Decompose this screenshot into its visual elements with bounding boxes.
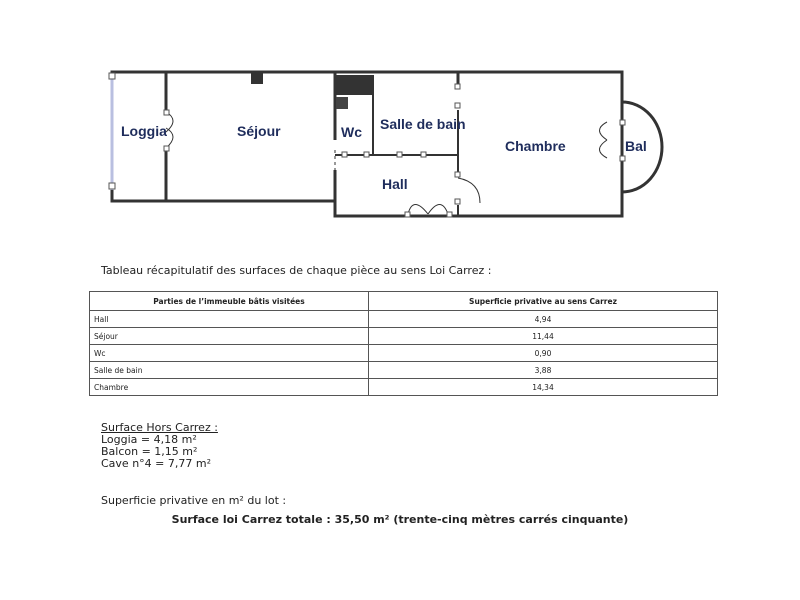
hors-carrez-line: Balcon = 1,15 m² <box>101 445 198 458</box>
hors-carrez-title: Surface Hors Carrez : <box>101 421 218 434</box>
table-row <box>90 345 718 362</box>
chimney-block <box>251 72 263 84</box>
room-label-balcon: Bal <box>625 138 647 154</box>
table-row <box>90 328 718 345</box>
room-label-wc: Wc <box>341 124 362 140</box>
area-cell: 3,88 <box>369 362 718 379</box>
column-header-area: Superficie privative au sens Carrez <box>369 292 718 311</box>
door-balcony <box>600 140 608 158</box>
room-cell: Séjour <box>90 328 369 345</box>
room-label-hall: Hall <box>382 176 408 192</box>
area-cell: 11,44 <box>369 328 718 345</box>
table-header-row <box>90 292 718 311</box>
room-cell: Hall <box>90 311 369 328</box>
superficie-label: Superficie privative en m² du lot : <box>101 494 287 507</box>
door-entry <box>428 205 448 215</box>
room-cell: Chambre <box>90 379 369 396</box>
room-label-salle-de-bain: Salle de bain <box>380 116 466 132</box>
door-entry <box>408 205 428 215</box>
wc-fixture <box>336 75 374 95</box>
duct-block <box>336 97 348 109</box>
total-surface: Surface loi Carrez totale : 35,50 m² (trente-cinq mètres carrés cinquante) <box>171 513 629 526</box>
room-cell: Salle de bain <box>90 362 369 379</box>
door-balcony <box>600 122 608 140</box>
room-label-chambre: Chambre <box>505 138 566 154</box>
hors-carrez-line: Loggia = 4,18 m² <box>101 433 197 446</box>
area-cell: 0,90 <box>369 345 718 362</box>
floor-plan <box>0 0 800 260</box>
hors-carrez-line: Cave n°4 = 7,77 m² <box>101 457 211 470</box>
door-chambre <box>458 178 480 203</box>
table-caption: Tableau récapitulatif des surfaces de chaque pièce au sens Loi Carrez : <box>101 264 492 277</box>
column-header-room: Parties de l’immeuble bâtis visitées <box>90 292 369 311</box>
room-label-loggia: Loggia <box>121 123 167 139</box>
surface-table <box>89 291 718 396</box>
table-row <box>90 362 718 379</box>
hors-carrez-block <box>101 422 218 470</box>
room-label-sejour: Séjour <box>237 123 281 139</box>
area-cell: 14,34 <box>369 379 718 396</box>
room-cell: Wc <box>90 345 369 362</box>
area-cell: 4,94 <box>369 311 718 328</box>
table-row <box>90 379 718 396</box>
table-row <box>90 311 718 328</box>
